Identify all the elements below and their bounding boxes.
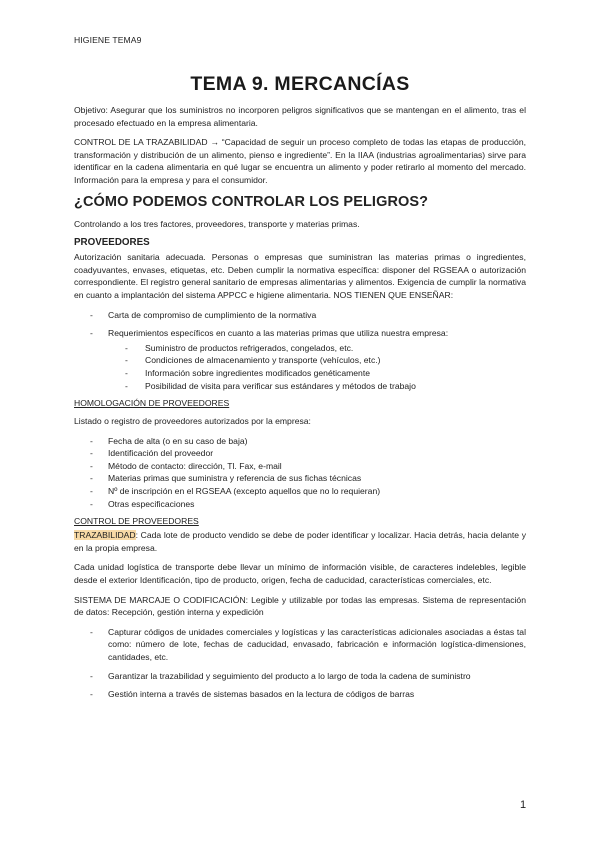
- objective-paragraph: Objetivo: Asegurar que los suministros no incorporen peligros significativos que se mantengan en el alimento, tras el procesado efectuado en la empresa alimentaria.: [74, 105, 526, 128]
- homologation-list: [74, 435, 526, 511]
- running-header: HIGIENE TEMA9: [74, 35, 142, 45]
- traceability-definition: CONTROL DE LA TRAZABILIDAD → “Capacidad de seguir un proceso completo de todas las etapas de producción, transformación y distribución de un alimento, pienso e ingrediente”. En la IIAA (industrias agroalimentarias) sirve para identificar en la cadena alimentaria en qué lugar se encuentra un alimento y poder retirarlo al momento del mercado. Información para la empresa y para el consumidor.: [74, 137, 526, 185]
- list-item: - Carta de compromiso de cumplimiento de la normativa: [74, 309, 526, 322]
- page-number: 1: [520, 799, 527, 811]
- traceability-text: : Cada lote de producto vendido se debe de poder identificar y localizar. Hacia detrás, hacia delante y en la propia empresa.: [74, 530, 526, 553]
- list-item: - Nº de inscripción en el RGSEAA (excepto aquellos que no lo requieran): [74, 485, 526, 498]
- list-item: - Garantizar la trazabilidad y seguimiento del producto a lo largo de toda la cadena de suministro: [74, 670, 526, 683]
- homologation-heading: HOMOLOGACIÓN DE PROVEEDORES: [74, 398, 230, 409]
- suppliers-list: [74, 309, 526, 393]
- list-item: - Gestión interna a través de sistemas basados en la lectura de códigos de barras: [74, 688, 526, 701]
- traceability-highlight: TRAZABILIDAD: [74, 530, 136, 541]
- list-item: - Identificación del proveedor: [74, 447, 526, 460]
- suppliers-paragraph: Autorización sanitaria adecuada. Personas o empresas que suministran las materias primas o ingredientes, coadyuvantes, envases, etiquetas, etc. Deben cumplir la normativa específica: disponer del RGSEAA o autorización correspondiente. El registro general sanitario de empresas alimentarias y alimentos. Exigencia de cumplir la normativa en cuanto a implantación del sistema APPCC e higiene alimentaria. NOS TIENEN QUE ENSEÑAR:: [74, 252, 526, 300]
- control-heading: CONTROL DE PROVEEDORES: [74, 516, 199, 527]
- logistics-unit-paragraph: Cada unidad logística de transporte debe llevar un mínimo de información visible, de caracteres indelebles, legible desde el exterior Identificación, tipo de producto, origen, fecha de caducidad, características comerciales, etc.: [74, 562, 526, 586]
- page-content: [74, 73, 526, 707]
- homologation-intro: Listado o registro de proveedores autorizados por la empresa:: [74, 416, 311, 427]
- list-item: - Capturar códigos de unidades comerciales y logísticas y las características adicionales asociadas a éstas tal como: número de lote, fechas de caducidad, envasado, fabricación e información logística-dimensiones, cantidades, etc.: [74, 626, 526, 664]
- hazards-heading: ¿CÓMO PODEMOS CONTROLAR LOS PELIGROS?: [74, 193, 429, 210]
- requirements-sublist: [108, 342, 526, 392]
- sublist-item: - Condiciones de almacenamiento y transporte (vehículos, etc.): [108, 354, 526, 367]
- list-item: - Materias primas que suministra y referencia de sus fichas técnicas: [74, 472, 526, 485]
- sublist-item: - Posibilidad de visita para verificar sus estándares y métodos de trabajo: [108, 380, 526, 393]
- hazards-intro: Controlando a los tres factores, proveedores, transporte y materias primas.: [74, 218, 360, 229]
- traceability-paragraph: [74, 529, 526, 554]
- sublist-item: - Información sobre ingredientes modificados genéticamente: [108, 367, 526, 380]
- sublist-item: - Suministro de productos refrigerados, congelados, etc.: [108, 342, 526, 355]
- list-item-text: Requerimientos específicos en cuanto a las materias primas que utiliza nuestra empresa:: [108, 328, 449, 339]
- suppliers-heading: PROVEEDORES: [74, 237, 150, 249]
- list-item: - Fecha de alta (o en su caso de baja): [74, 435, 526, 448]
- coding-system-paragraph: SISTEMA DE MARCAJE O CODIFICACIÓN: Legible y utilizable por todas las empresas. Sistema de representación de datos: Recepción, gestión interna y expedición: [74, 594, 526, 618]
- list-item: - Otras especificaciones: [74, 498, 526, 511]
- coding-list: [74, 626, 526, 701]
- page-title: TEMA 9. MERCANCÍAS: [190, 73, 410, 95]
- list-item: - Método de contacto: dirección, Tl. Fax, e-mail: [74, 460, 526, 473]
- list-item: [74, 327, 526, 392]
